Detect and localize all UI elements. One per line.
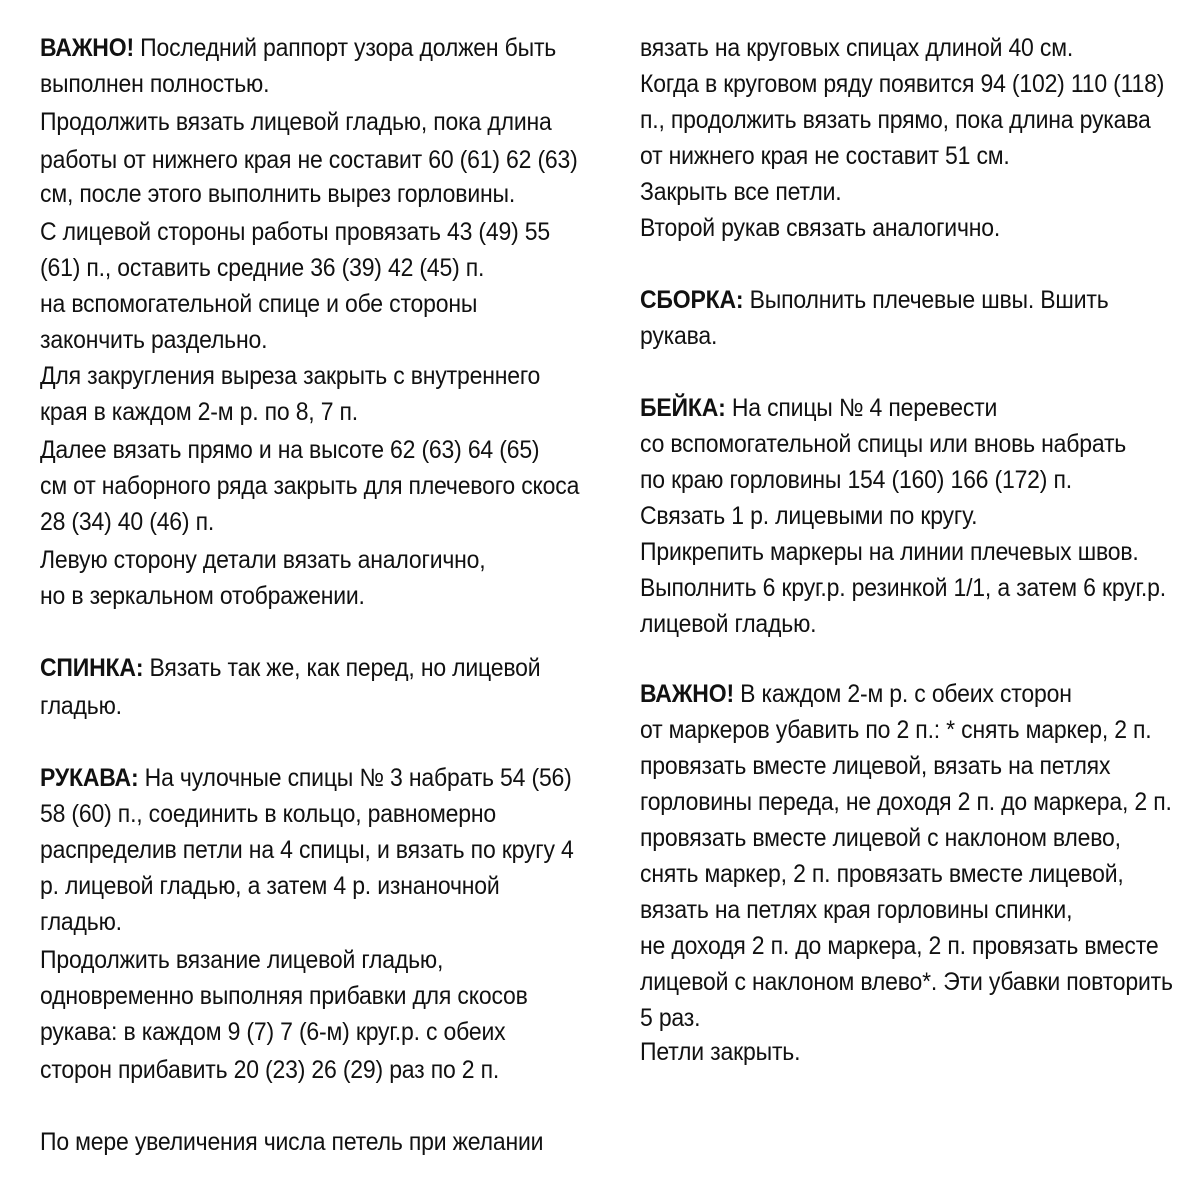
sleeves-text: На чулочные спицы № 3 набрать 54 (56)	[138, 764, 572, 792]
text-line: гладью.	[40, 692, 122, 720]
text-line: п., продолжить вязать прямо, пока длина рукава	[640, 106, 1151, 134]
text-line: гладью.	[40, 908, 122, 936]
text-line: закончить раздельно.	[40, 326, 268, 354]
important-note-line	[40, 30, 556, 66]
text-line: Закрыть все петли.	[640, 178, 842, 206]
text-line: одновременно выполняя прибавки для скосов	[40, 982, 528, 1010]
text-line: работы от нижнего края не составит 60 (61) 62 (63)	[40, 146, 578, 174]
text-line: провязать вместе лицевой с наклоном влево,	[640, 824, 1121, 852]
text-line: С лицевой стороны работы провязать 43 (49) 55	[40, 218, 550, 246]
important-section-line	[640, 676, 1072, 712]
text-line: Связать 1 р. лицевыми по кругу.	[640, 502, 978, 530]
text-line: р. лицевой гладью, а затем 4 р. изнаночной	[40, 872, 500, 900]
text-line: Петли закрыть.	[640, 1038, 801, 1066]
sleeves-heading: РУКАВА:	[40, 764, 139, 792]
text-line: от маркеров убавить по 2 п.: * снять маркер, 2 п.	[640, 716, 1152, 744]
text-line: вязать на петлях края горловины спинки,	[640, 896, 1073, 924]
assembly-section-line	[640, 282, 1109, 318]
text-line: выполнен полностью.	[40, 70, 270, 98]
text-line: 5 раз.	[640, 1004, 701, 1032]
text-line: рукава.	[640, 322, 718, 350]
back-section-line	[40, 650, 540, 686]
text-line: распределив петли на 4 спицы, и вязать по кругу 4	[40, 836, 574, 864]
text-line: на вспомогательной спице и обе стороны	[40, 290, 478, 318]
text-line: Выполнить 6 круг.р. резинкой 1/1, а затем 6 круг.р.	[640, 574, 1166, 602]
binding-section-line	[640, 390, 997, 426]
important-heading: ВАЖНО!	[640, 680, 734, 708]
text-line: Прикрепить маркеры на линии плечевых швов.	[640, 538, 1139, 566]
sleeves-section-line	[40, 760, 572, 796]
text-line: горловины переда, не доходя 2 п. до маркера, 2 п.	[640, 788, 1172, 816]
text-line: со вспомогательной спицы или вновь набрать	[640, 430, 1127, 458]
binding-heading: БЕЙКА:	[640, 394, 726, 422]
back-text: Вязать так же, как перед, но лицевой	[143, 654, 541, 682]
text-line: Второй рукав связать аналогично.	[640, 214, 1001, 242]
assembly-text: Выполнить плечевые швы. Вшить	[743, 286, 1109, 314]
important-text: Последний раппорт узора должен быть	[133, 34, 557, 62]
text-line: 28 (34) 40 (46) п.	[40, 508, 215, 536]
text-line: Продолжить вязать лицевой гладью, пока длина	[40, 108, 552, 136]
text-line: от нижнего края не составит 51 см.	[640, 142, 1010, 170]
text-line: сторон прибавить 20 (23) 26 (29) раз по 2 п.	[40, 1056, 500, 1084]
text-line: Далее вязать прямо и на высоте 62 (63) 64 (65)	[40, 436, 540, 464]
text-line: провязать вместе лицевой, вязать на петлях	[640, 752, 1111, 780]
back-heading: СПИНКА:	[40, 654, 144, 682]
text-line: см, после этого выполнить вырез горловины.	[40, 180, 516, 208]
text-line: по краю горловины 154 (160) 166 (172) п.	[640, 466, 1072, 494]
text-line: рукава: в каждом 9 (7) 7 (6-м) круг.р. с обеих	[40, 1018, 506, 1046]
text-line: Когда в круговом ряду появится 94 (102) 110 (118)	[640, 70, 1165, 98]
text-line: но в зеркальном отображении.	[40, 582, 365, 610]
text-line: вязать на круговых спицах длиной 40 см.	[640, 34, 1074, 62]
text-line: снять маркер, 2 п. провязать вместе лицевой,	[640, 860, 1124, 888]
text-line: лицевой с наклоном влево*. Эти убавки повторить	[640, 968, 1173, 996]
binding-text: На спицы № 4 перевести	[725, 394, 998, 422]
text-line: По мере увеличения числа петель при желании	[40, 1128, 544, 1156]
important-text: В каждом 2-м р. с обеих сторон	[733, 680, 1072, 708]
text-line: лицевой гладью.	[640, 610, 817, 638]
important-heading: ВАЖНО!	[40, 34, 134, 62]
text-line: 58 (60) п., соединить в кольцо, равномерно	[40, 800, 497, 828]
text-line: не доходя 2 п. до маркера, 2 п. провязать вместе	[640, 932, 1159, 960]
text-line: Левую сторону детали вязать аналогично,	[40, 546, 486, 574]
text-line: см от наборного ряда закрыть для плечевого скоса	[40, 472, 580, 500]
text-line: Для закругления выреза закрыть с внутреннего	[40, 362, 541, 390]
text-line: (61) п., оставить средние 36 (39) 42 (45) п.	[40, 254, 485, 282]
assembly-heading: СБОРКА:	[640, 286, 744, 314]
text-line: края в каждом 2-м р. по 8, 7 п.	[40, 398, 359, 426]
text-line: Продолжить вязание лицевой гладью,	[40, 946, 444, 974]
